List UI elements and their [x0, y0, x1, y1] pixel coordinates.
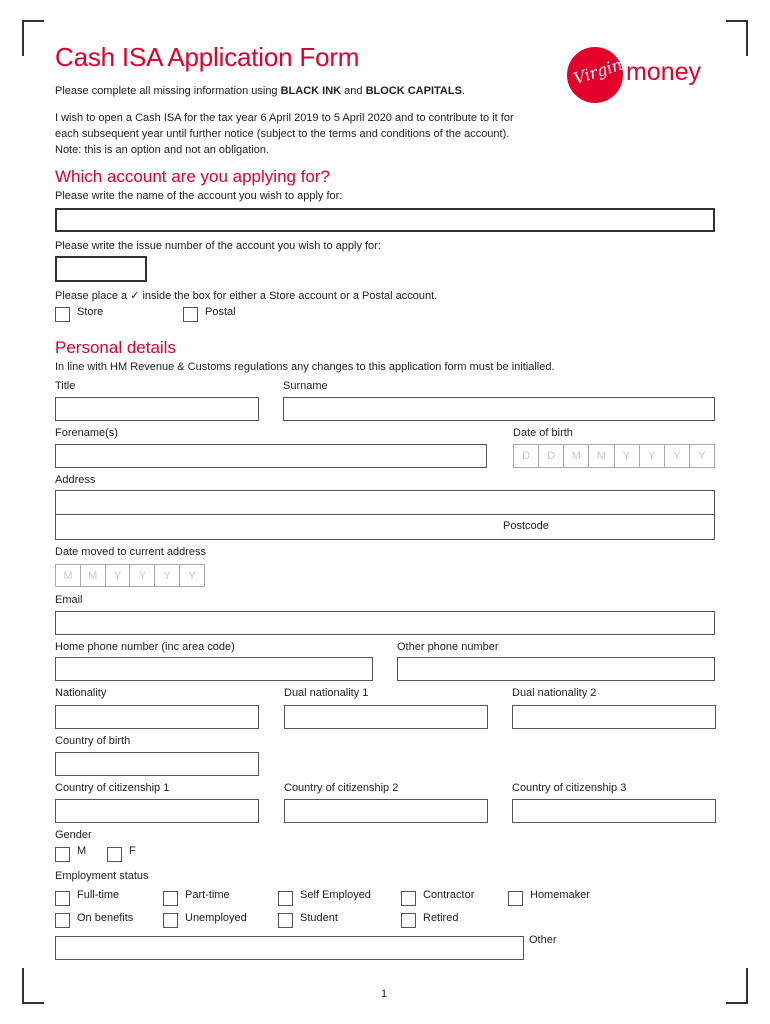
dob-year-4: Y [698, 450, 706, 462]
other-employment-label: Other [529, 934, 557, 946]
crop-mark-tl-h [22, 20, 44, 22]
dob-month-2: M [589, 445, 614, 467]
dob-day-2: D [539, 445, 564, 467]
postcode-label: Postcode [503, 520, 549, 532]
moved-date-field[interactable] [55, 564, 205, 587]
homemaker-label: Homemaker [530, 889, 590, 901]
account-name-field[interactable] [55, 208, 715, 232]
moved-year-2: Y [130, 565, 155, 586]
other-employment-field[interactable] [55, 936, 524, 960]
student-checkbox[interactable] [278, 913, 293, 928]
gender-m-label: M [77, 845, 87, 857]
crop-mark-tl-v [22, 20, 24, 56]
email-field[interactable] [55, 611, 715, 635]
citizenship-1-field[interactable] [55, 799, 259, 823]
dob-label: Date of birth [513, 427, 573, 439]
intro-text-2: and [341, 85, 366, 97]
moved-month-1: M [56, 565, 81, 586]
moved-year-1: Y [106, 565, 131, 586]
store-checkbox[interactable] [55, 307, 70, 322]
logo-money-text: money [626, 58, 702, 86]
citizenship-3-field[interactable] [512, 799, 716, 823]
citizenship-2-label: Country of citizenship 2 [284, 782, 399, 794]
country-of-birth-field[interactable] [55, 752, 259, 776]
intro-black-ink: BLACK INK [280, 85, 342, 97]
dob-year-2: Y [640, 445, 665, 467]
page-title: Cash ISA Application Form [55, 42, 360, 72]
account-heading: Which account are you applying for? [55, 167, 330, 186]
crop-mark-tr-h [726, 20, 748, 22]
personal-heading: Personal details [55, 338, 176, 357]
hmrc-note: In line with HM Revenue & Customs regulations any changes to this application form must be initialled. [55, 361, 555, 373]
dob-year-3: Y [665, 445, 690, 467]
store-label: Store [77, 306, 104, 318]
gender-f-checkbox[interactable] [107, 847, 122, 862]
intro-paragraph: I wish to open a Cash ISA for the tax year 6 April 2019 to 5 April 2020 and to contribute to it for each subsequent year until further notice (subject to the terms and conditions of the account). Note: this is an option and not an obligation. [55, 112, 514, 156]
intro-text-1: Please complete all missing information using [55, 85, 281, 97]
account-name-prompt: Please write the name of the account you wish to apply for: [55, 190, 343, 202]
moved-date-label: Date moved to current address [55, 546, 207, 558]
title-field[interactable] [55, 397, 259, 421]
citizenship-3-label: Country of citizenship 3 [512, 782, 627, 794]
homemaker-checkbox[interactable] [508, 891, 523, 906]
parttime-label: Part-time [185, 889, 230, 901]
postal-label: Postal [205, 306, 236, 318]
surname-field[interactable] [283, 397, 715, 421]
tick-prompt: Please place a ✓ inside the box for either a Store account or a Postal account. [55, 290, 438, 302]
retired-checkbox[interactable] [401, 913, 416, 928]
contractor-checkbox[interactable] [401, 891, 416, 906]
fulltime-label: Full-time [77, 889, 120, 901]
address-field-line1[interactable] [55, 490, 715, 515]
retired-label: Retired [423, 912, 459, 924]
gender-m-checkbox[interactable] [55, 847, 70, 862]
country-of-birth-label: Country of birth [55, 735, 131, 747]
crop-mark-br-h [726, 1002, 748, 1004]
unemployed-checkbox[interactable] [163, 913, 178, 928]
dual-nationality-2-label: Dual nationality 2 [512, 687, 597, 699]
moved-year-4: Y [188, 570, 196, 582]
moved-month-2: M [81, 565, 106, 586]
dual-nationality-2-field[interactable] [512, 705, 716, 729]
dual-nationality-1-label: Dual nationality 1 [284, 687, 369, 699]
unemployed-label: Unemployed [185, 912, 247, 924]
moved-year-3: Y [155, 565, 180, 586]
email-label: Email [55, 594, 83, 606]
issue-number-field[interactable] [55, 256, 147, 282]
logo-virgin-text: Virgin [571, 54, 625, 89]
surname-label: Surname [283, 380, 328, 392]
selfemployed-checkbox[interactable] [278, 891, 293, 906]
issue-number-prompt: Please write the issue number of the account you wish to apply for: [55, 240, 381, 252]
address-field-line2[interactable] [55, 514, 715, 540]
postal-checkbox[interactable] [183, 307, 198, 322]
crop-mark-br-v [746, 968, 748, 1004]
intro-text-3: . [461, 85, 465, 97]
dual-nationality-1-field[interactable] [284, 705, 488, 729]
gender-label: Gender [55, 829, 92, 841]
student-label: Student [300, 912, 338, 924]
parttime-checkbox[interactable] [163, 891, 178, 906]
contractor-label: Contractor [423, 889, 475, 901]
dob-day-1: D [514, 445, 539, 467]
intro-instruction [55, 85, 465, 97]
home-phone-label: Home phone number (inc area code) [55, 641, 235, 653]
other-phone-label: Other phone number [397, 641, 499, 653]
nationality-label: Nationality [55, 687, 107, 699]
fulltime-checkbox[interactable] [55, 891, 70, 906]
title-label: Title [55, 380, 76, 392]
selfemployed-label: Self Employed [300, 889, 371, 901]
page-number: 1 [381, 988, 388, 1000]
employment-label: Employment status [55, 870, 149, 882]
intro-block-capitals: BLOCK CAPITALS [365, 85, 462, 97]
gender-f-label: F [129, 845, 136, 857]
dob-year-1: Y [615, 445, 640, 467]
forenames-label: Forename(s) [55, 427, 118, 439]
nationality-field[interactable] [55, 705, 259, 729]
citizenship-1-label: Country of citizenship 1 [55, 782, 170, 794]
address-label: Address [55, 474, 96, 486]
crop-mark-bl-v [22, 968, 24, 1004]
onbenefits-checkbox[interactable] [55, 913, 70, 928]
citizenship-2-field[interactable] [284, 799, 488, 823]
onbenefits-label: On benefits [77, 912, 134, 924]
other-phone-field[interactable] [397, 657, 715, 681]
home-phone-field[interactable] [55, 657, 373, 681]
dob-field[interactable] [513, 444, 715, 468]
forenames-field[interactable] [55, 444, 487, 468]
dob-month-1: M [564, 445, 589, 467]
crop-mark-bl-h [22, 1002, 44, 1004]
crop-mark-tr-v [746, 20, 748, 56]
